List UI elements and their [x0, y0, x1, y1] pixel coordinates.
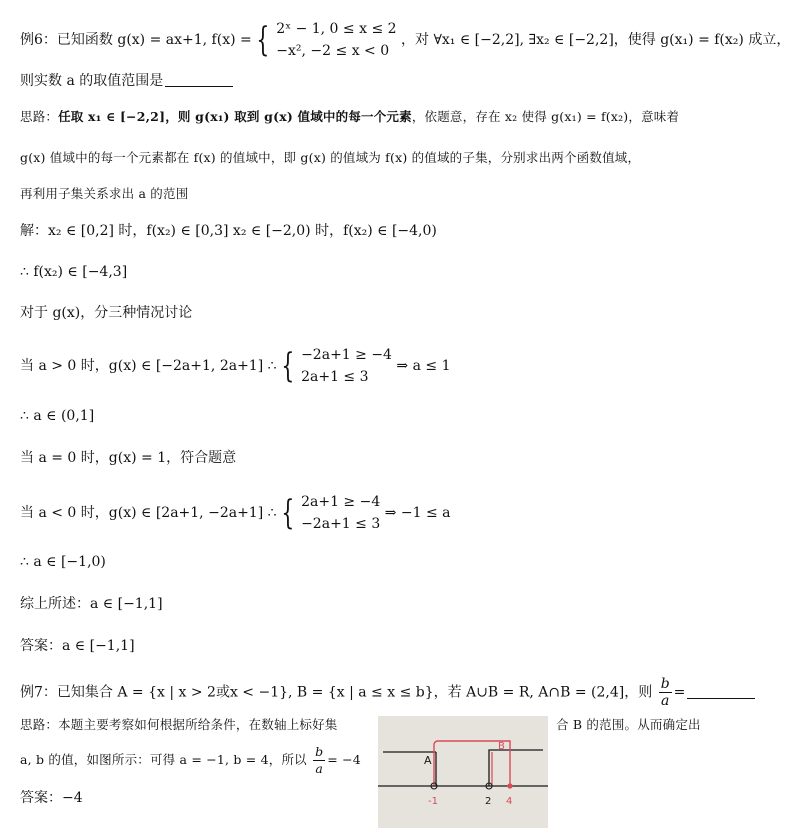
system-brace: { — [256, 20, 270, 60]
ex7-think-line2 — [20, 744, 361, 777]
ex6-case-zero: 当 a = 0 时，g(x) = 1，符合题意 — [20, 450, 237, 466]
ex6-result-negative: ∴ a ∈ [−1,0) — [20, 554, 106, 570]
inequality-system — [301, 491, 380, 535]
fraction-b-over-a — [313, 744, 325, 777]
ex6-question-line2 — [20, 72, 233, 90]
ex6-think-line3: 再利用子集关系求出 a 的范围 — [20, 186, 189, 201]
answer-blank — [165, 72, 233, 87]
piecewise-cases — [276, 18, 396, 62]
ex6-case-positive — [20, 344, 451, 388]
answer-blank — [687, 684, 755, 699]
ex6-think-line1 — [20, 108, 679, 126]
think-bold: 任取 x₁ ∈ [−2,2]，则 g(x₁) 取到 g(x) 值域中的每一个元素 — [58, 109, 412, 124]
case-negative-text: 当 a < 0 时，g(x) ∈ [2a+1, −2a+1] ∴ — [20, 505, 277, 521]
fraction-numerator: b — [660, 676, 670, 692]
fraction-b-over-a — [659, 676, 672, 709]
ex6-answer: 答案：a ∈ [−1,1] — [20, 638, 135, 654]
ex7-equals: = — [673, 684, 686, 701]
tick-label-minus-1: -1 — [428, 796, 438, 807]
set-b-label: B — [498, 741, 505, 752]
think-rest: ，依题意，存在 x₂ 使得 g(x₁) = f(x₂)，意味着 — [411, 109, 680, 124]
photo-background — [378, 716, 548, 828]
ex7-answer: 答案：−4 — [20, 790, 83, 806]
ex6-think-line2: g(x) 值域中的每一个元素都在 f(x) 的值域中，即 g(x) 的值域为 f(x) 的值域的子集，分别求出两个函数值域， — [20, 150, 641, 165]
set-a-label: A — [424, 754, 432, 767]
point-4 — [507, 783, 512, 788]
case-negative-result: ⇒ −1 ≤ a — [384, 505, 451, 521]
case-positive-result: ⇒ a ≤ 1 — [396, 358, 451, 374]
inequality-2: 2a+1 ≤ 3 — [301, 369, 369, 385]
ex6-summary: 综上所述：a ∈ [−1,1] — [20, 596, 163, 612]
think2-text: a, b 的值，如图所示：可得 a = −1, b = 4，所以 — [20, 752, 307, 767]
case-positive-text: 当 a > 0 时，g(x) ∈ [−2a+1, 2a+1] ∴ — [20, 358, 277, 374]
tick-label-2: 2 — [485, 796, 492, 807]
ex6-solution-line3: 对于 g(x)，分三种情况讨论 — [20, 305, 193, 321]
ex7-question-text: 例7：已知集合 A = {x | x > 2或x < −1}, B = {x | a ≤ x ≤ b}，若 A∪B = R, A∩B = (2,4]，则 — [20, 684, 653, 701]
piecewise-case-1: 2ˣ − 1, 0 ≤ x ≤ 2 — [276, 21, 397, 37]
inequality-2: −2a+1 ≤ 3 — [301, 516, 381, 532]
ex6-case-negative — [20, 491, 451, 535]
inequality-1: 2a+1 ≥ −4 — [301, 494, 381, 510]
ex6-solution-line1: 解：x₂ ∈ [0,2] 时，f(x₂) ∈ [0,3] x₂ ∈ [−2,0) 时，f(x₂) ∈ [−4,0) — [20, 223, 437, 239]
piecewise-case-2: −x², −2 ≤ x < 0 — [276, 43, 390, 59]
ex6-result-positive: ∴ a ∈ (0,1] — [20, 408, 95, 424]
inequality-system — [301, 344, 392, 388]
ex6-solution-line2: ∴ f(x₂) ∈ [−4,3] — [20, 264, 128, 280]
inequality-1: −2a+1 ≥ −4 — [301, 347, 392, 363]
ex6-question-text-b: ，对 ∀x₁ ∈ [−2,2], ∃x₂ ∈ [−2,2]，使得 g(x₁) = f(x₂) 成立， — [401, 32, 790, 48]
number-line-photo — [378, 716, 548, 828]
ex7-question-line — [20, 676, 755, 709]
tick-label-4: 4 — [506, 796, 513, 807]
ex7-think-line1-right: 合 B 的范围。从而确定出 — [556, 717, 701, 732]
ex7-think-line1-left: 思路：本题主要考察如何根据所给条件，在数轴上标好集 — [20, 717, 338, 732]
think2-result: = −4 — [327, 752, 361, 767]
ex6-question-line1 — [20, 18, 790, 62]
think-label: 思路： — [20, 109, 59, 124]
ex6-question-text-a: 例6：已知函数 g(x) = ax+1, f(x) = — [20, 32, 252, 48]
fraction-denominator: a — [315, 761, 323, 776]
fraction-numerator: b — [315, 744, 324, 759]
system-brace: { — [281, 493, 295, 533]
fraction-denominator: a — [661, 693, 670, 709]
system-brace: { — [281, 346, 295, 386]
ex6-question-text: 则实数 a 的取值范围是 — [20, 73, 164, 89]
